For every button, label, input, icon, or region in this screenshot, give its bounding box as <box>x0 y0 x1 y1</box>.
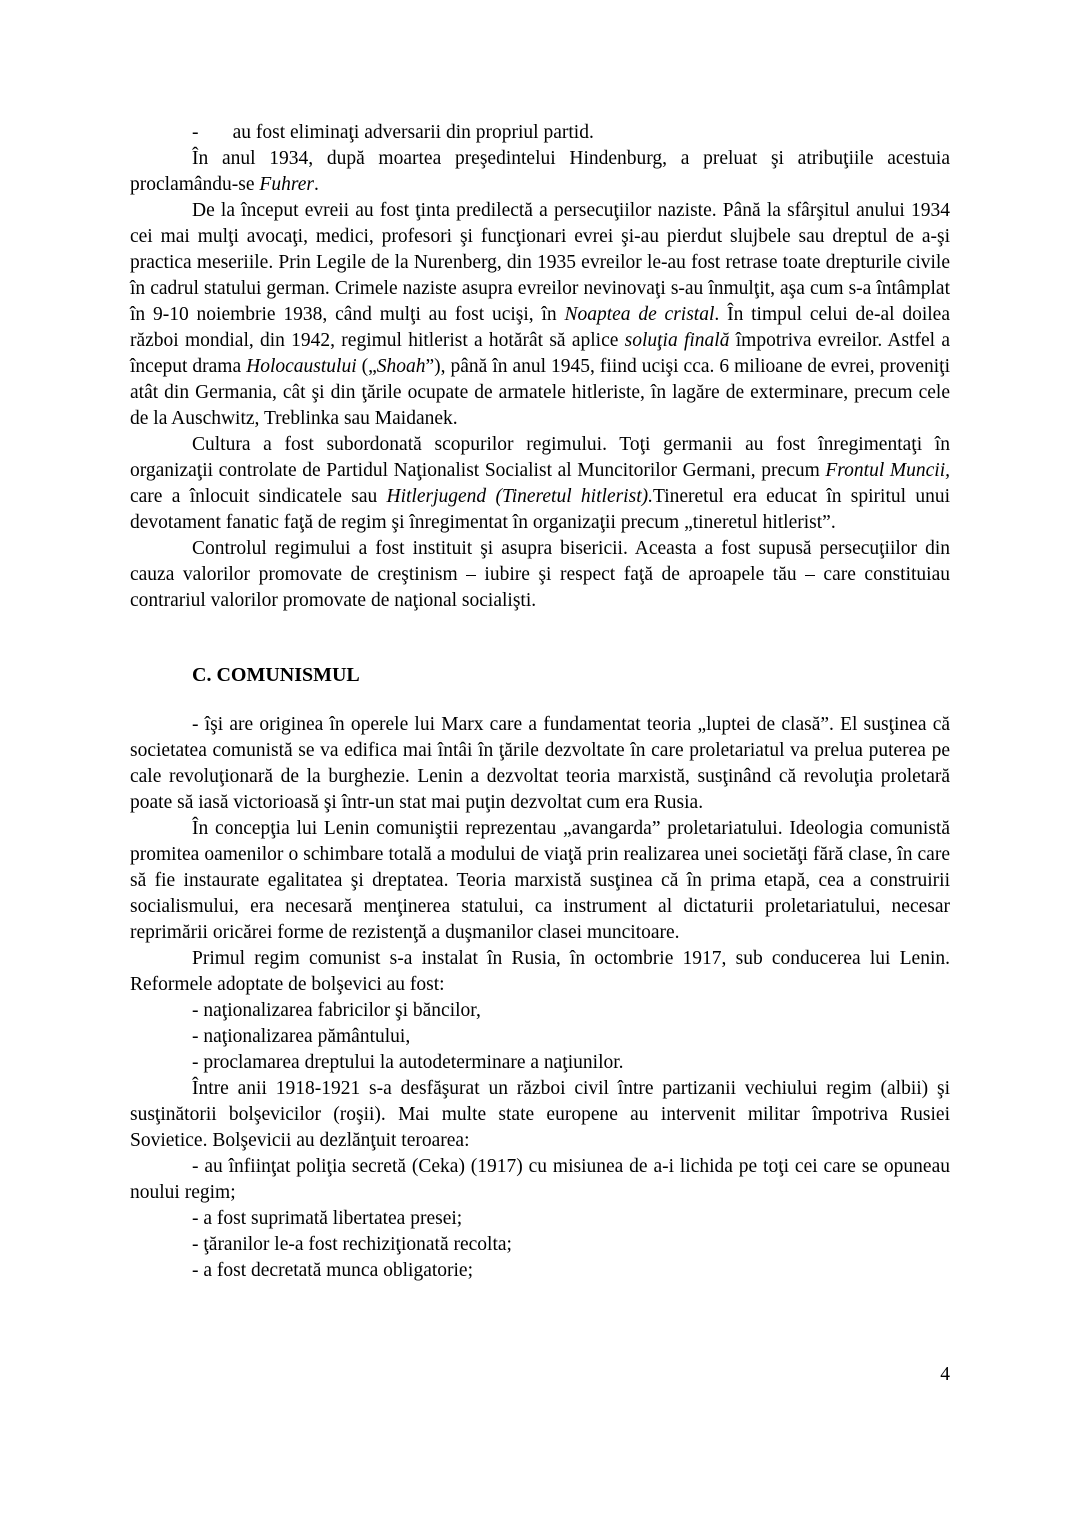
text-segment: („ <box>356 356 377 377</box>
text-segment: soluţia finală <box>624 330 730 351</box>
text-segment: - au înfiinţat poliţia secretă (Ceka) (1917) cu misiunea de a-i lichida pe toţi cei care se opuneau noului regim; <box>130 1156 950 1203</box>
paragraph-hindenburg <box>130 146 950 198</box>
text-segment: - proclamarea dreptului la autodeterminare a naţiunilor. <box>192 1052 624 1073</box>
text-segment: - au fost eliminaţi adversarii din propriul partid. <box>192 122 594 143</box>
page-number: 4 <box>940 1364 950 1385</box>
text-segment: care a înlocuit sindicatele sau <box>130 486 387 507</box>
text-segment: Tineretul era educat în spiritul unui devotament fanatic faţă de regim şi înregimentat în organizaţii precum „tineretul hitlerist”. <box>130 486 950 533</box>
list-item-nationalizare-pamant <box>130 1024 950 1050</box>
page-content <box>130 120 950 1284</box>
text-segment: . În timpul celui de-al doilea război mondial, din 1942, regimul hitlerist a hotărât să aplice <box>130 304 950 351</box>
text-segment: Hitlerjugend (Tineretul hitlerist). <box>386 486 653 507</box>
list-item-munca-obligatorie <box>130 1258 950 1284</box>
text-segment: ”), până în anul 1945, fiind ucişi cca. 6 milioane de evrei, proveniţi atât din Germania, cât şi din ţările ocupate de armatele hitleriste, în lagăre de exterminare, precum cele de la Auschwitz, Treblinka sau Maidanek. <box>130 356 950 429</box>
text-segment: - naţionalizarea fabricilor şi băncilor, <box>192 1000 481 1021</box>
paragraph-cultura <box>130 432 950 536</box>
text-segment: Primul regim comunist s-a instalat în Rusia, în octombrie 1917, sub conducerea lui Lenin. Reformele adoptate de bolşevici au fost: <box>130 948 950 995</box>
paragraph-persecutii-naziste <box>130 198 950 432</box>
paragraph-lenin-conceptie <box>130 816 950 946</box>
text-segment: Controlul regimului a fost instituit şi asupra bisericii. Aceasta a fost supusă persecuţiilor din cauza valorilor promovate de creştinism – iubire şi respect faţă de aproapele tău – care constituiau contrariul valorilor promovate de naţional socialişti. <box>130 538 950 611</box>
text-segment: - îşi are originea în operele lui Marx care a fundamentat teoria „luptei de clasă”. El susţinea că societatea comunistă se va edifica mai întâi în ţările dezvoltate în care proletariatul va prelua puterea pe cale revoluţionară de la burghezie. Lenin a dezvoltat teoria marxistă, susţinând că revoluţia proletară poate să iasă victorioasă şi într-un stat mai puţin dezvoltat cum era Rusia. <box>130 714 950 813</box>
text-segment: Frontul Muncii, <box>825 460 950 481</box>
list-item-nationalizare-fabrici <box>130 998 950 1024</box>
text-segment: Noaptea de cristal <box>564 304 715 325</box>
list-item-autodeterminare <box>130 1050 950 1076</box>
text-segment: Holocaustului <box>246 356 357 377</box>
text-segment: - naţionalizarea pământului, <box>192 1026 411 1047</box>
paragraph-marx <box>130 712 950 816</box>
text-segment: Cultura a fost subordonată scopurilor regimului. Toţi germanii au fost înregimentaţi în organizaţii controlate de Partidul Naţionalist Socialist al Muncitorilor Germani, precum <box>130 434 950 481</box>
text-segment: - ţăranilor le-a fost rechiziţionată recolta; <box>192 1234 512 1255</box>
list-item-recolta <box>130 1232 950 1258</box>
text-segment: De la început evreii au fost ţinta predilectă a persecuţiilor naziste. Până la sfârşitul anului 1934 cei mai mulţi avocaţi, medici, profesori şi funcţionari evrei şi-au pierdut slujbele sau dreptul de a-şi practica meseriile. Prin Legile de la Nurenberg, din 1935 evreilor le-au fost retrase toate drepturile civile în cadrul statului german. Crimele naziste asupra evreilor nevinovaţi s-au înmulţit, aşa cum s-a întâmplat în 9-10 noiembrie 1938, când mulţi au fost ucişi, în <box>130 200 950 325</box>
text-segment: În concepţia lui Lenin comuniştii reprezentau „avangarda” proletariatului. Ideologia comunistă promitea oamenilor o schimbare totală a modului de viaţă prin realizarea unei societăţi fără clase, în care să fie instaurate egalitatea şi dreptatea. Teoria marxistă susţinea că în prima etapă, cea a construirii socialismului, era necesară menţinerea statului, ca instrument al dictaturii proletariatului, necesar reprimării oricărei forme de rezistenţă a duşmanilor clasei muncitoare. <box>130 818 950 943</box>
text-segment: - a fost suprimată libertatea presei; <box>192 1208 463 1229</box>
paragraph-biserica <box>130 536 950 614</box>
list-item-libertatea-presei <box>130 1206 950 1232</box>
section-heading-comunismul <box>130 662 950 688</box>
text-segment: C. COMUNISMUL <box>192 664 360 686</box>
text-segment: În anul 1934, după moartea preşedintelui Hindenburg, a preluat şi atribuţiile acestuia proclamându-se <box>130 148 950 195</box>
paragraph-razboi-civil <box>130 1076 950 1154</box>
paragraph-ceka <box>130 1154 950 1206</box>
paragraph-primul-regim <box>130 946 950 998</box>
text-segment: Între anii 1918-1921 s-a desfăşurat un război civil între partizanii vechiului regim (albii) şi susţinătorii bolşevicilor (roşii). Mai multe state europene au intervenit militar împotriva Rusiei Sovietice. Bolşevicii au dezlănţuit teroarea: <box>130 1078 950 1151</box>
text-segment: . <box>313 174 319 195</box>
text-segment: - a fost decretată munca obligatorie; <box>192 1260 473 1281</box>
text-segment: Shoah <box>376 356 426 377</box>
text-segment: Fuhrer <box>259 174 314 195</box>
text-segment: împotriva evreilor. Astfel a început drama <box>130 330 950 377</box>
dash-line <box>130 120 950 146</box>
